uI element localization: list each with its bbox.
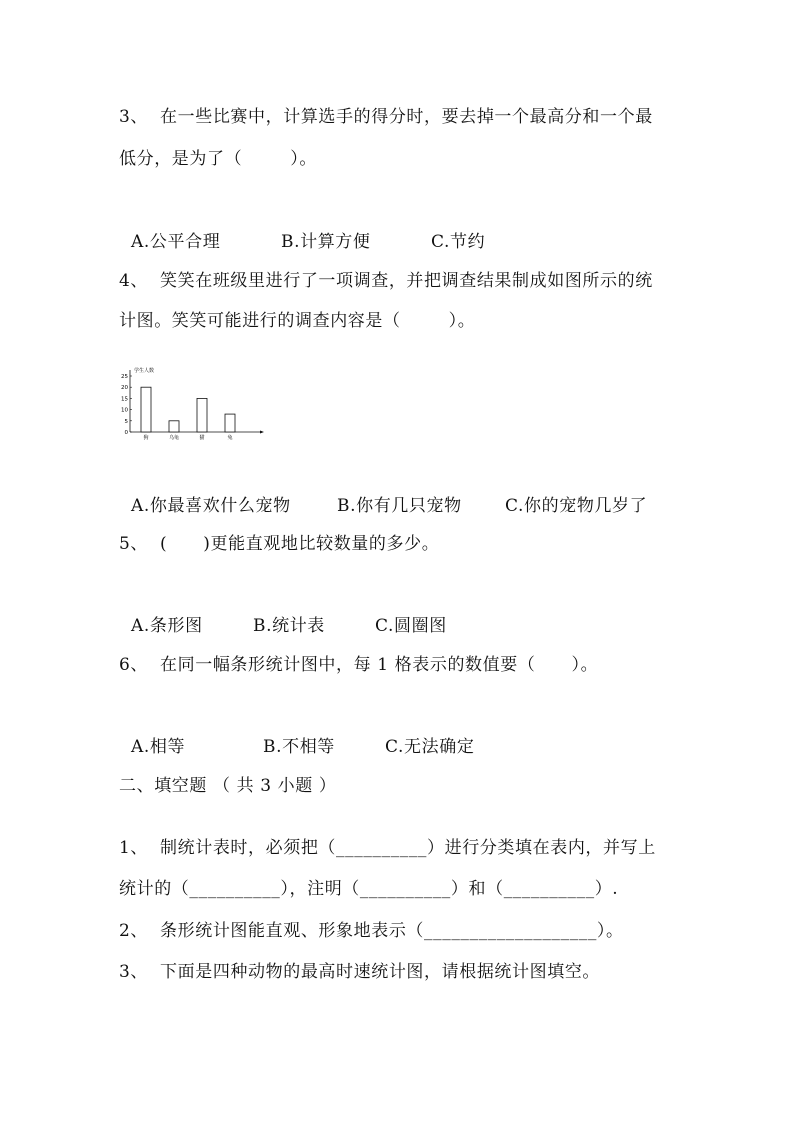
q4-option-b[interactable]: B.你有几只宠物 xyxy=(337,496,462,516)
q3-options xyxy=(119,209,485,253)
f3-line1: 3、 下面是四种动物的最高时速统计图，请根据统计图填空。 xyxy=(119,962,601,982)
q5-line1: 5、 ( )更能直观地比较数量的多少。 xyxy=(119,534,440,554)
q6-option-b[interactable]: B.不相等 xyxy=(263,737,335,757)
pet-bar-chart xyxy=(116,366,266,442)
q6-option-c[interactable]: C.无法确定 xyxy=(385,737,475,757)
bar xyxy=(225,414,235,432)
q3-line1: 3、 在一些比赛中，计算选手的得分时，要去掉一个最高分和一个最 xyxy=(119,107,653,127)
q4-option-a[interactable]: A.你最喜欢什么宠物 xyxy=(131,496,291,516)
y-tick-label: 25 xyxy=(121,374,128,380)
bar xyxy=(197,398,207,432)
q3-option-a[interactable]: A.公平合理 xyxy=(131,232,221,252)
x-category-label: 猫 xyxy=(199,435,205,441)
q3-option-c[interactable]: C.节约 xyxy=(431,232,486,252)
q6-options xyxy=(119,714,474,758)
q3-line2: 低分，是为了（ ）。 xyxy=(119,149,317,169)
q3-option-b[interactable]: B.计算方便 xyxy=(281,232,371,252)
q5-options xyxy=(119,593,447,637)
x-category-label: 乌龟 xyxy=(168,435,180,441)
q5-option-c[interactable]: C.圆圈图 xyxy=(375,616,447,636)
q5-option-b[interactable]: B.统计表 xyxy=(253,616,325,636)
q5-option-a[interactable]: A.条形图 xyxy=(131,616,203,636)
section-fill-in-title: 二、填空题 （ 共 3 小题 ） xyxy=(119,776,337,796)
q4-option-c[interactable]: C.你的宠物几岁了 xyxy=(505,496,648,516)
chart-x-arrow xyxy=(260,431,264,434)
y-tick-label: 10 xyxy=(121,407,128,414)
y-tick-label: 0 xyxy=(124,430,128,436)
chart-ylabel: 学生人数 xyxy=(134,368,155,374)
f1-line2: 统计的（__________），注明（__________）和（__________）. xyxy=(119,879,619,899)
y-tick-label: 5 xyxy=(124,418,128,425)
f2-line1: 2、 条形统计图能直观、形象地表示（___________________）。 xyxy=(119,921,624,941)
q4-line2: 计图。笑笑可能进行的调查内容是（ ）。 xyxy=(119,311,476,331)
bar xyxy=(141,387,151,432)
q4-line1: 4、 笑笑在班级里进行了一项调查，并把调查结果制成如图所示的统 xyxy=(119,271,653,291)
q4-options xyxy=(119,473,647,517)
f1-line1: 1、 制统计表时，必须把（__________）进行分类填在表内，并写上 xyxy=(119,838,656,858)
y-tick-label: 15 xyxy=(121,396,128,403)
bar xyxy=(169,421,179,432)
x-category-label: 狗 xyxy=(143,435,149,441)
x-category-label: 兔 xyxy=(227,435,233,441)
q6-option-a[interactable]: A.相等 xyxy=(131,737,186,757)
q6-line1: 6、 在同一幅条形统计图中，每 1 格表示的数值要（ ）。 xyxy=(119,655,599,675)
y-tick-label: 20 xyxy=(121,385,128,392)
